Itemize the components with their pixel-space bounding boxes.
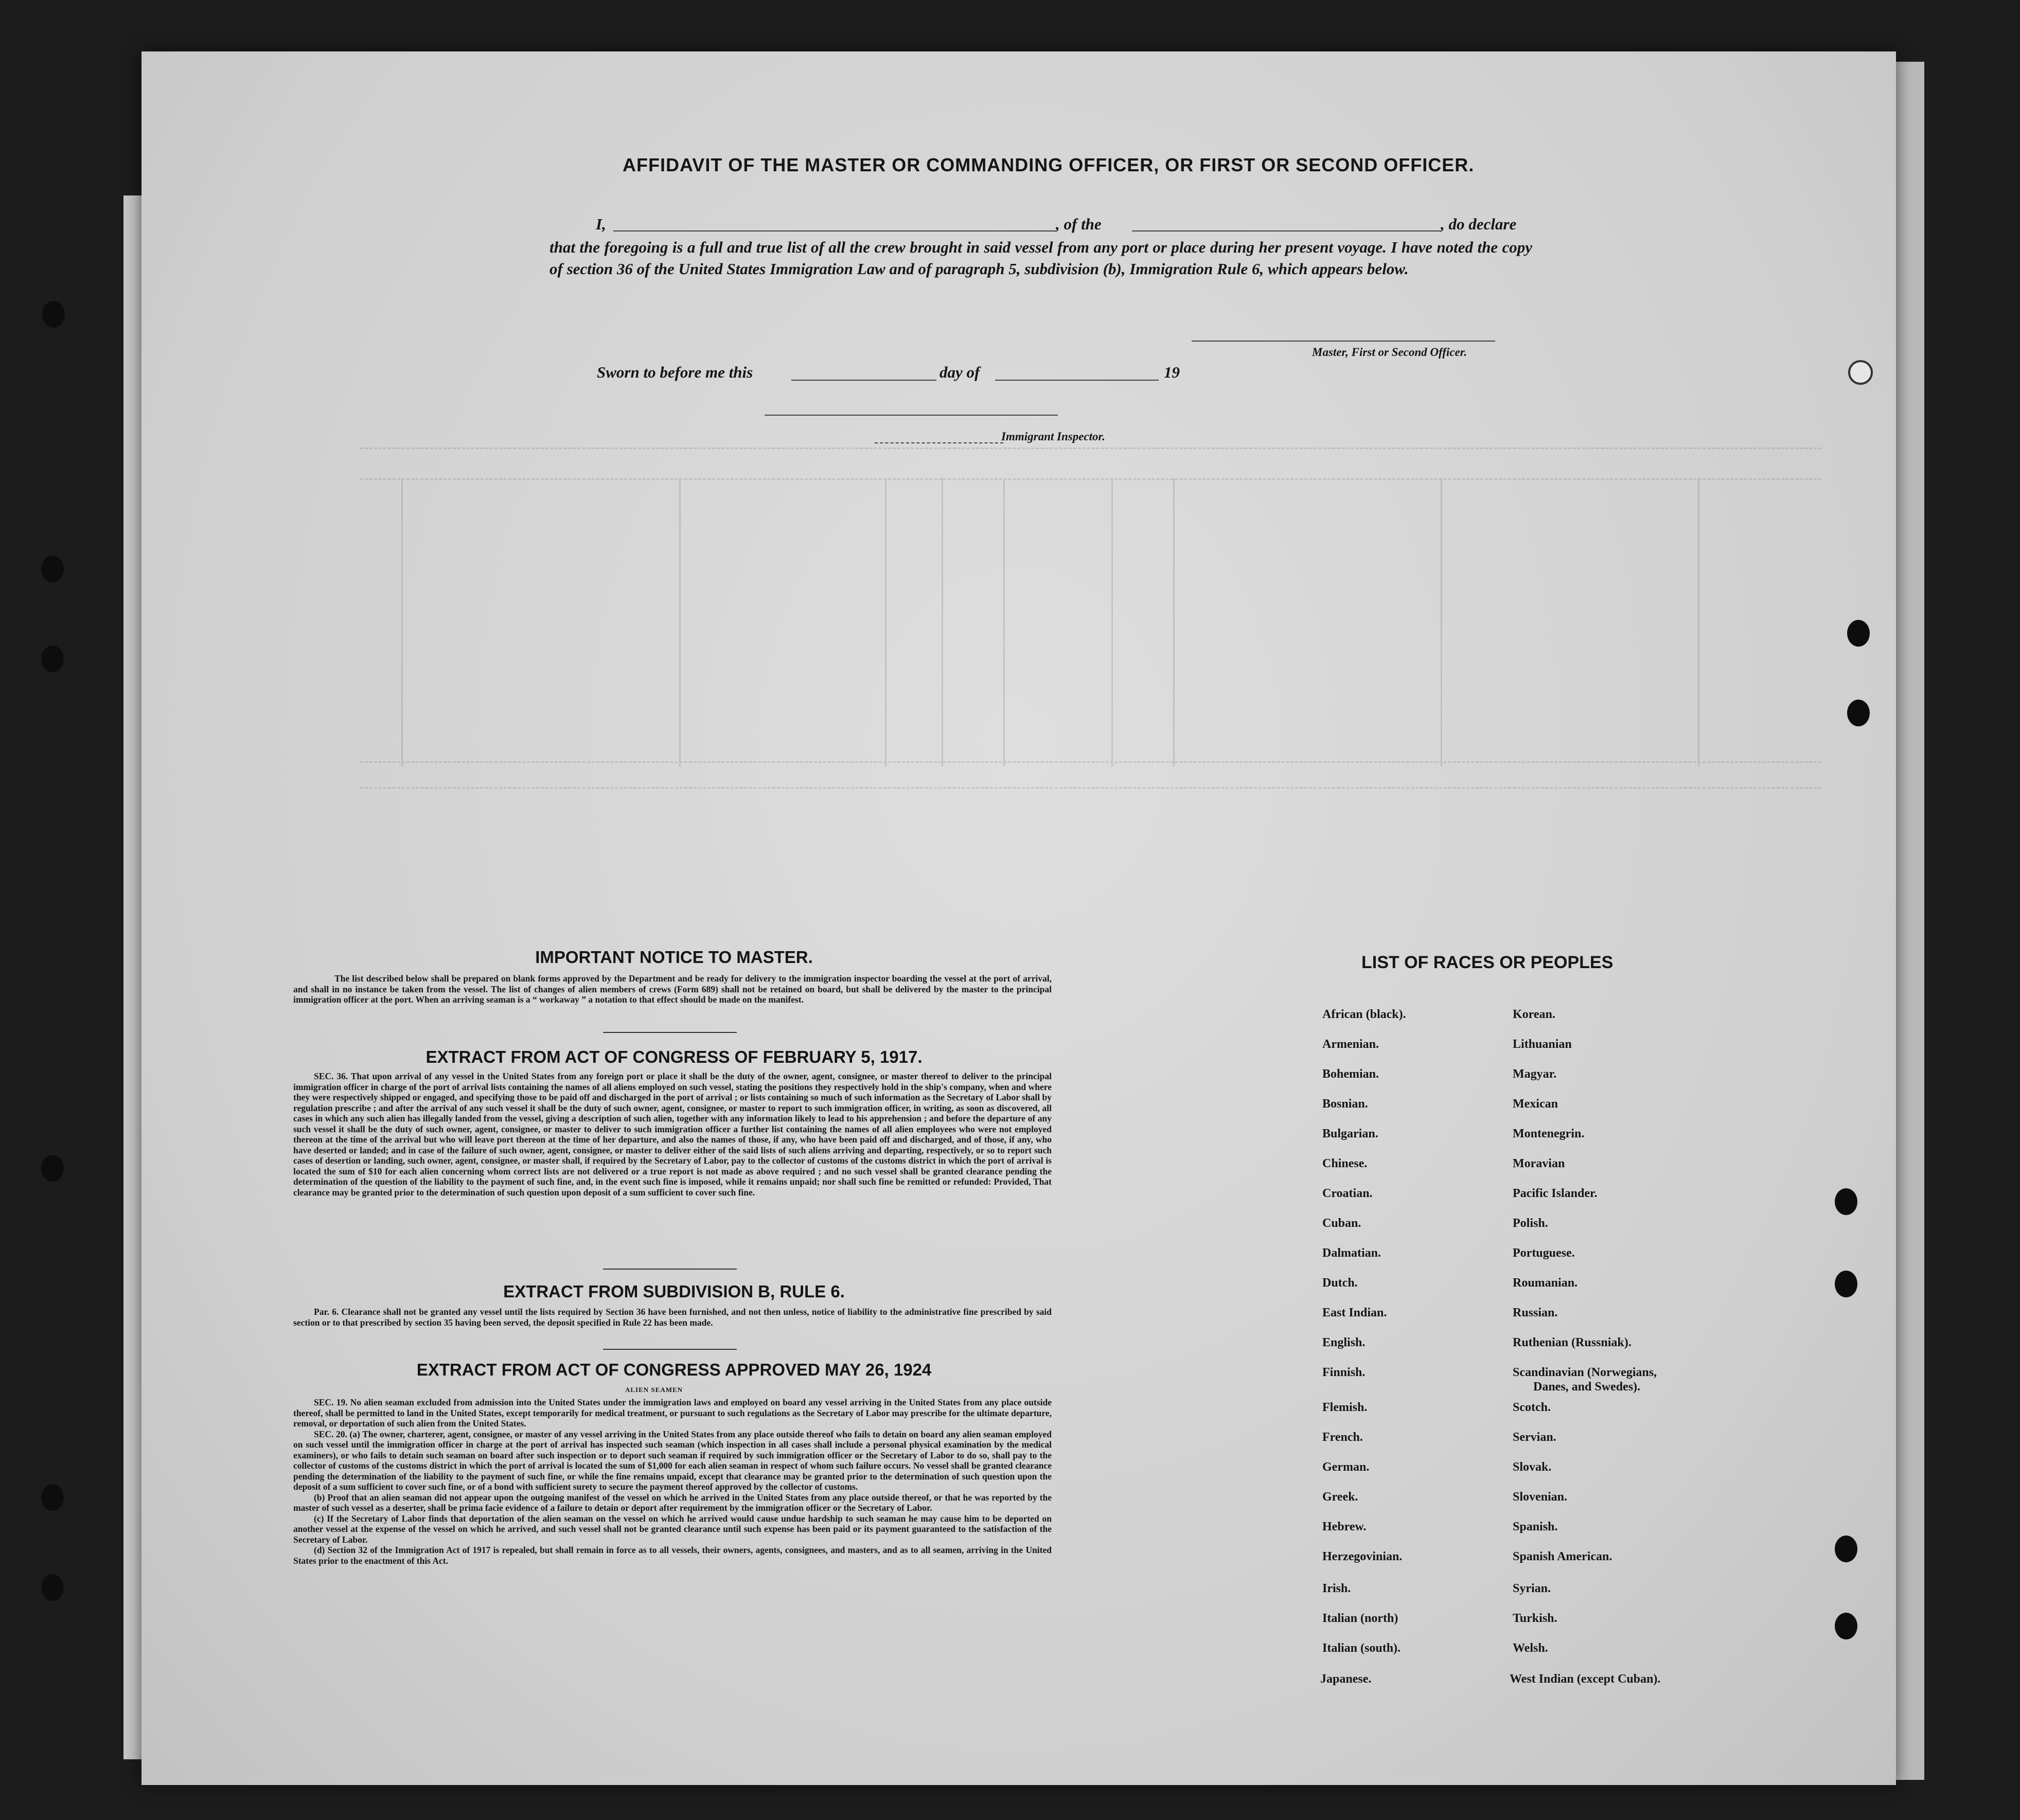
alien-seamen-subtitle: ALIEN SEAMEN	[625, 1386, 683, 1394]
master-officer-label: Master, First or Second Officer.	[1312, 346, 1467, 359]
race-left-item: Hebrew.	[1322, 1520, 1367, 1533]
inspector-blank-line	[765, 415, 1058, 416]
race-left-item: Japanese.	[1320, 1672, 1372, 1686]
race-left-item: Flemish.	[1322, 1401, 1368, 1414]
month-blank-line	[995, 380, 1159, 381]
race-right-item: Pacific Islander.	[1513, 1187, 1598, 1200]
race-left-item: Dalmatian.	[1322, 1246, 1381, 1260]
binder-hole	[1847, 700, 1870, 726]
race-right-item: Mexican	[1513, 1097, 1558, 1111]
binder-hole	[41, 1155, 64, 1182]
race-right-item: Slovenian.	[1513, 1490, 1568, 1504]
race-right-item: Korean.	[1513, 1008, 1555, 1021]
race-right-item: Polish.	[1513, 1217, 1548, 1230]
race-right-item: Portuguese.	[1513, 1246, 1575, 1260]
race-right-item: Servian.	[1513, 1431, 1556, 1444]
race-left-item: Chinese.	[1322, 1157, 1368, 1170]
day-of-label: day of	[940, 363, 980, 381]
extract-1924-body	[293, 1397, 1052, 1566]
binder-ring	[1848, 360, 1873, 385]
race-left-item: East Indian.	[1322, 1306, 1387, 1319]
race-left-item: English.	[1322, 1336, 1366, 1349]
year-label: 19	[1164, 363, 1180, 381]
sworn-label: Sworn to before me this	[597, 363, 753, 381]
inspector-dashed-line	[875, 442, 1003, 443]
race-left-item: German.	[1322, 1460, 1370, 1474]
race-left-item: Finnish.	[1322, 1366, 1366, 1379]
affidavit-title: AFFIDAVIT OF THE MASTER OR COMMANDING OFFICER, OR FIRST OR SECOND OFFICER.	[623, 154, 1475, 175]
race-right-item: Turkish.	[1513, 1612, 1557, 1625]
extract-rule6-title: EXTRACT FROM SUBDIVISION B, RULE 6.	[503, 1282, 845, 1301]
race-right-item: Magyar.	[1513, 1067, 1557, 1081]
section-divider	[603, 1032, 737, 1033]
inspector-label: Immigrant Inspector.	[1001, 430, 1105, 443]
extract-1917-text: SEC. 36. That upon arrival of any vessel in the United States from any foreign port or place it shall be the duty of the owner, agent, consignee, or master thereof to deliver to the principal immigration officer in charge of the port of arrival lists containing the names of all aliens employed on such vessel, stating the positions they respectively hold in the ship's company, when and where they were respectively shipped or engaged, and specifying those to be paid off and discharged in the port of arrival ; or lists containing so much of such information as the Secretary of Labor shall by regulation prescribe ; and after the arrival of any such vessel it shall be the duty of such owner, agent, consignee, or master to report to such immigration officer, in writing, as soon as discovered, all cases in which any such alien has illegally landed from the vessel, giving a description of such alien, together with any information likely to lead to his apprehension ; and before the departure of any such vessel it shall be the duty of such owner, agent, consignee, or master to deliver to such immigration officer a further list containing the names of all alien employees who were not employed thereon at the time of the arrival but who will leave port thereon at the time of her departure, and also the names of those, if any, who have been paid off and discharged, and of those, if any, who have deserted or landed; and in case of the failure of such owner, agent, consignee, or master to deliver either of the said lists of such aliens arriving and departing, respectively, or so to report such cases of desertion or landing, such owner, agent, consignee, or master shall, if required by the Secretary of Labor, pay to the collector of customs of the customs district in which the port of arrival is located the sum of $10 for each alien concerning whom correct lists are not delivered or a true report is not made as above required ; and no such vessel shall be granted clearance pending the determination of the question of the liability to the payment of such fine, and, in the event such fine is imposed, while it remains unpaid; nor shall such fine be remitted or refunded: Provided, That clearance may be granted prior to the determination of such question upon deposit of a sum sufficient to cover such fine.	[293, 1071, 1052, 1198]
binder-hole	[41, 1484, 64, 1511]
binder-hole	[1835, 1536, 1857, 1562]
day-blank-line	[791, 380, 936, 381]
race-left-item: Croatian.	[1322, 1187, 1373, 1200]
race-right-item-scandinavian	[1513, 1365, 1657, 1394]
race-right-item: Spanish.	[1513, 1520, 1558, 1533]
race-right-item: Moravian	[1513, 1157, 1565, 1170]
race-left-item: Italian (south).	[1322, 1641, 1401, 1655]
notice-title: IMPORTANT NOTICE TO MASTER.	[535, 948, 813, 967]
race-right-item: Russian.	[1513, 1306, 1558, 1319]
race-right-item: Scotch.	[1513, 1401, 1551, 1414]
race-right-item: Slovak.	[1513, 1460, 1552, 1474]
affidavit-i-label: I,	[596, 215, 606, 233]
race-right-item: West Indian (except Cuban).	[1510, 1672, 1661, 1686]
race-right-item: Spanish American.	[1513, 1550, 1613, 1563]
affidavit-do-declare-label: , do declare	[1441, 215, 1517, 233]
race-left-item: Bosnian.	[1322, 1097, 1368, 1111]
race-right-item: Roumanian.	[1513, 1276, 1578, 1290]
race-left-item: Irish.	[1322, 1582, 1351, 1595]
extract-1924-paragraph: (d) Section 32 of the Immigration Act of 1917 is repealed, but shall remain in force as to all vessels, their owners, agents, consignees, and masters, and as to all seamen, arriving in the United States prior to the enactment of this Act.	[293, 1545, 1052, 1566]
binder-hole	[1835, 1271, 1857, 1297]
extract-1924-title: EXTRACT FROM ACT OF CONGRESS APPROVED MAY 26, 1924	[416, 1360, 932, 1379]
vessel-blank-line	[1132, 230, 1441, 231]
right-sheet-edge	[1896, 62, 1924, 1780]
race-left-item: French.	[1322, 1431, 1363, 1444]
extract-1924-paragraph: (c) If the Secretary of Labor finds that deportation of the alien seaman on the vessel on which he arrived would cause undue hardship to such seaman he may cause him to be deported on another vessel at the expense of the vessel on which he arrived, and such vessel shall not be granted clearance until such expense has been paid or its payment guaranteed to the satisfaction of the Secretary of Labor.	[293, 1513, 1052, 1545]
race-left-item: Cuban.	[1322, 1217, 1361, 1230]
race-left-item: Greek.	[1322, 1490, 1358, 1504]
affidavit-of-the-label: , of the	[1056, 215, 1102, 233]
race-right-item: Ruthenian (Russniak).	[1513, 1336, 1632, 1349]
race-left-item: Bulgarian.	[1322, 1127, 1378, 1140]
binder-hole	[1835, 1188, 1857, 1215]
affidavit-body-text: that the foregoing is a full and true list of all the crew brought in said vessel from any port or place during her present voyage. I have noted the copy of section 36 of the United States Immigration Law and of paragraph 5, subdivision (b), Immigration Rule 6, which appears below.	[550, 238, 1532, 278]
race-right-item: Lithuanian	[1513, 1038, 1572, 1051]
binder-hole	[41, 1574, 64, 1601]
binder-hole	[1835, 1613, 1857, 1639]
binder-hole	[41, 646, 64, 672]
race-left-item: Dutch.	[1322, 1276, 1358, 1290]
races-title: LIST OF RACES OR PEOPLES	[1361, 953, 1614, 972]
section-divider	[603, 1269, 737, 1270]
race-left-item: Herzegovinian.	[1322, 1550, 1403, 1563]
notice-text: The list described below shall be prepared on blank forms approved by the Department and be ready for delivery to the immigration inspector boarding the vessel at the port of arrival, and shall in no instance be taken from the vessel. The list of changes of alien members of crews (Form 689) shall not be retained on board, but shall be delivered by the master to the principal immigration officer at the port. When an arriving seaman is a “ workaway ” a notation to that effect should be made on the manifest.	[293, 973, 1052, 1005]
binder-hole	[42, 301, 65, 328]
race-left-item: Bohemian.	[1322, 1067, 1379, 1081]
race-right-item: Welsh.	[1513, 1641, 1548, 1655]
extract-1924-paragraph: SEC. 19. No alien seaman excluded from admission into the United States under the immigration laws and employed on board any vessel arriving in the United States from any place outside thereof, shall be permitted to land in the United States, except temporarily for medical treatment, or pursuant to such regulations as the Secretary of Labor may prescribe for the ultimate departure, removal, or deportation of such alien from the United States.	[293, 1397, 1052, 1429]
race-right-item: Montenegrin.	[1513, 1127, 1585, 1140]
binder-hole	[1847, 620, 1870, 647]
extract-1924-paragraph: (b) Proof that an alien seaman did not appear upon the outgoing manifest of the vessel on which he arrived in the United States from any place outside thereof, or that he was reported by the master of such vessel as a deserter, shall be prima facie evidence of a failure to detain or deport after requirement by the immigration officer or the Secretary of Labor.	[293, 1492, 1052, 1513]
race-left-item: Armenian.	[1322, 1038, 1379, 1051]
extract-1917-title: EXTRACT FROM ACT OF CONGRESS OF FEBRUARY 5, 1917.	[426, 1047, 923, 1066]
race-right-item: Syrian.	[1513, 1582, 1551, 1595]
section-divider	[603, 1349, 737, 1350]
race-right-item: Scandinavian (Norwegians,	[1513, 1366, 1657, 1379]
signature-blank-line	[1192, 341, 1495, 342]
race-right-item-continuation: Danes, and Swedes).	[1533, 1380, 1641, 1394]
race-left-item: Italian (north)	[1322, 1612, 1398, 1625]
extract-1924-paragraph: SEC. 20. (a) The owner, charterer, agent, consignee, or master of any vessel arriving in the United States from any place outside thereof who fails to detain on board any alien seaman employed on such vessel until the immigration officer in charge at the port of arrival has inspected such seaman (which inspection in all cases shall include a personal physical examination by the medical examiners), or who fails to detain such seaman on board after such inspection or to deport such seaman if required by such immigration officer or the Secretary of Labor to do so, shall pay to the collector of customs of the customs district in which the port of arrival is located the sum of $1,000 for each alien seaman in respect of whom such failure occurs. No vessel shall be granted clearance pending the determination of the liability to the payment of such fine, or while the fine remains unpaid, except that clearance may be granted prior to the determination of such question upon the deposit of a sum sufficient to cover such fine, or of a bond with sufficient surety to secure the payment thereof approved by the collector of customs.	[293, 1429, 1052, 1492]
race-left-item: African (black).	[1322, 1008, 1406, 1021]
binder-hole	[41, 556, 64, 582]
extract-rule6-text: Par. 6. Clearance shall not be granted any vessel until the lists required by Section 36 have been furnished, and not then unless, notice of liability to the administrative fine prescribed by said section or to that prescribed by section 35 having been served, the deposit specified in Rule 22 has been made.	[293, 1307, 1052, 1328]
name-blank-line	[613, 230, 1056, 231]
